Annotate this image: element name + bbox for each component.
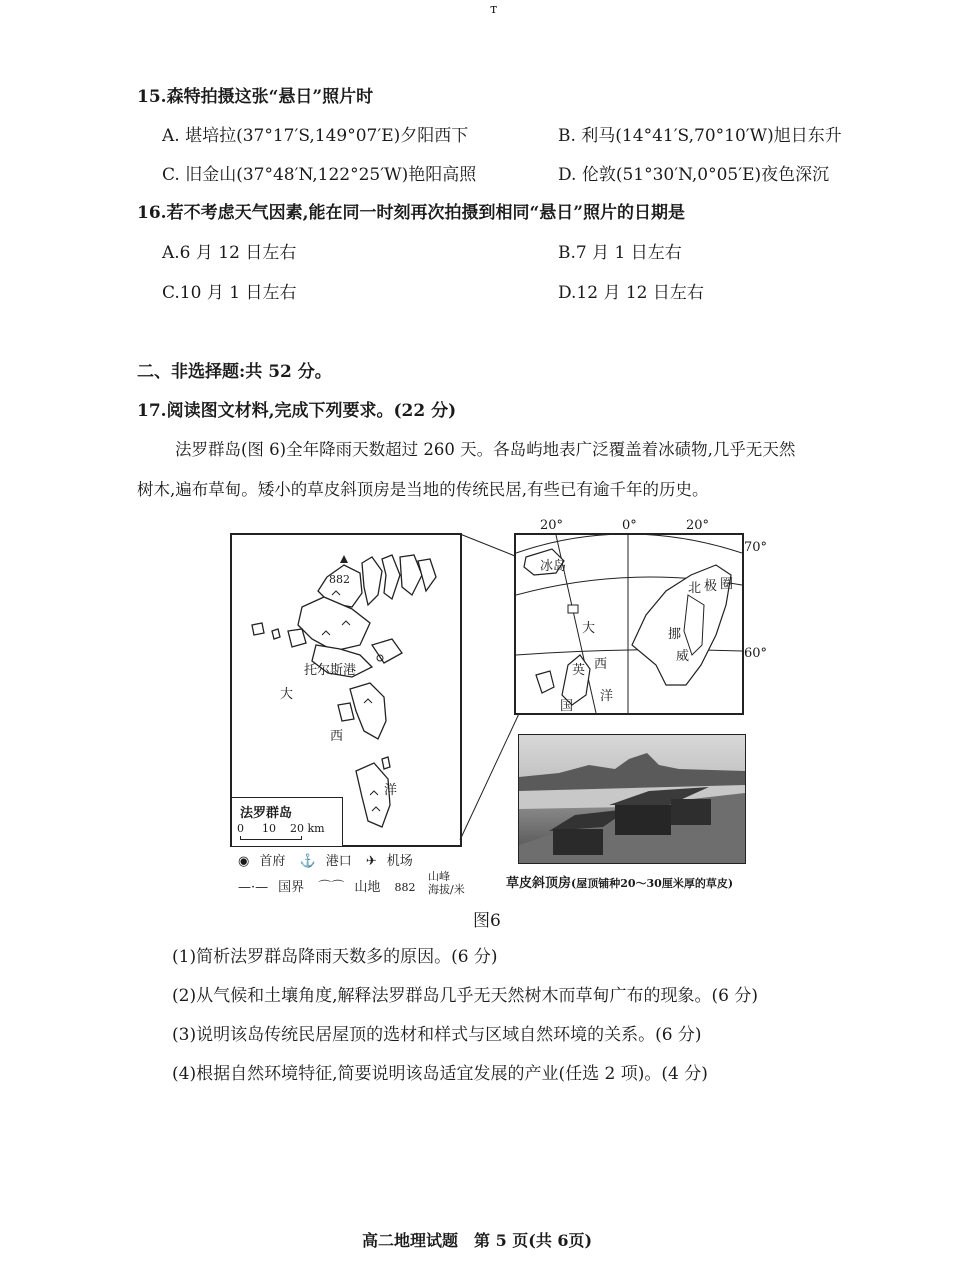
altitude-legend-label: 海拔/米	[428, 883, 465, 896]
arctic-label-3: 圈	[720, 577, 734, 592]
q17-sub-2: (2)从气候和土壤角度,解释法罗群岛几乎无天然树木而草甸广布的现象。(6 分)	[172, 986, 758, 1006]
atlantic-label-2: 西	[594, 657, 608, 672]
q17-paragraph-line-1: 法罗群岛(图 6)全年降雨天数超过 260 天。各岛屿地表广泛覆盖着冰碛物,几乎无天然	[175, 440, 796, 459]
norway-label-2: 威	[676, 649, 690, 664]
ocean-label-2: 西	[330, 729, 344, 744]
legend-row-1	[238, 850, 423, 869]
peak-legend-labels	[428, 870, 465, 896]
iceland-label: 冰岛	[540, 559, 567, 574]
border-legend-label: 国界	[278, 880, 305, 895]
port-legend-icon: ⚓	[299, 854, 316, 869]
arctic-label-1: 北	[688, 581, 702, 596]
lat-60-label: 60°	[744, 646, 768, 661]
peak-marker-icon	[340, 555, 348, 563]
map-title: 法罗群岛	[240, 806, 293, 821]
figure-caption: 图6	[473, 911, 501, 931]
faroe-islands-map	[230, 533, 462, 847]
airport-legend-label: 机场	[386, 854, 413, 869]
scale-bar	[240, 836, 302, 840]
ireland-label: 国	[560, 699, 574, 714]
britain-label: 英	[572, 663, 586, 678]
section-heading: 二、非选择题:共 52 分。	[137, 362, 332, 382]
lat-70-label: 70°	[744, 540, 768, 555]
page-footer: 高二地理试题 第 5 页(共 6页)	[362, 1231, 593, 1250]
scale-20: 20 km	[290, 822, 325, 835]
turf-house-photo-shapes	[519, 735, 745, 863]
atlantic-label-1: 大	[582, 621, 596, 636]
q17-paragraph-line-2: 树木,遍布草甸。矮小的草皮斜顶房是当地的传统民居,有些已有逾千年的历史。	[137, 480, 709, 499]
mountain-legend-icon: ⌒⌒	[318, 880, 345, 895]
ocean-label-1: 大	[280, 687, 294, 702]
lon-0-label: 0°	[622, 518, 637, 533]
q17-sub-3: (3)说明该岛传统民居屋顶的选材和样式与区域自然环境的关系。(6 分)	[172, 1025, 702, 1045]
q16-stem: 16.若不考虑天气因素,能在同一时刻再次拍摄到相同“悬日”照片的日期是	[137, 203, 686, 223]
port-legend-label: 港口	[325, 854, 352, 869]
lon-20e-label: 20°	[686, 518, 710, 533]
airport-legend-icon: ✈	[365, 854, 377, 869]
border-legend-icon: —·—	[238, 880, 269, 895]
peak-height-label: 882	[329, 573, 350, 586]
q16-option-d: D.12 月 12 日左右	[558, 283, 704, 303]
q17-sub-1: (1)简析法罗群岛降雨天数多的原因。(6 分)	[172, 947, 498, 967]
capital-legend-icon: ◉	[238, 854, 250, 869]
map-title-box	[232, 797, 343, 846]
q15-option-d: D. 伦敦(51°30′N,0°05′E)夜色深沉	[558, 165, 830, 185]
q15-stem: 15.森特拍摄这张“悬日”照片时	[137, 87, 374, 107]
lon-20w-label: 20°	[540, 518, 564, 533]
legend-row-2	[238, 876, 425, 895]
scale-10: 10	[262, 822, 276, 835]
turf-house-photo	[518, 734, 746, 864]
mountain-legend-label: 山地	[354, 880, 381, 895]
q16-option-a: A.6 月 12 日左右	[162, 243, 297, 263]
norway-label-1: 挪	[668, 627, 682, 642]
photo-caption-main: 草皮斜顶房	[506, 876, 572, 891]
q15-option-b: B. 利马(14°41′S,70°10′W)旭日东升	[558, 126, 842, 146]
photo-caption-note: (屋顶铺种20～30厘米厚的草皮)	[571, 877, 734, 890]
q16-option-b: B.7 月 1 日左右	[558, 243, 682, 263]
capital-legend-label: 首府	[259, 854, 286, 869]
q17-stem: 17.阅读图文材料,完成下列要求。(22 分)	[137, 401, 457, 421]
top-mark: т	[490, 2, 498, 17]
q15-option-a: A. 堪培拉(37°17′S,149°07′E)夕阳西下	[162, 126, 469, 146]
q15-option-c: C. 旧金山(37°48′N,122°25′W)艳阳高照	[162, 165, 477, 185]
ocean-label-3: 洋	[384, 783, 398, 798]
q16-option-c: C.10 月 1 日左右	[162, 283, 297, 303]
q17-sub-4: (4)根据自然环境特征,简要说明该岛适宜发展的产业(任选 2 项)。(4 分)	[172, 1064, 708, 1084]
peak-legend-value: 882	[394, 881, 416, 894]
torshavn-label: 托尔斯港	[304, 663, 357, 678]
atlantic-label-3: 洋	[600, 689, 614, 704]
scale-0: 0	[237, 822, 244, 835]
inset-europe-map	[514, 533, 744, 715]
peak-legend-label: 山峰	[428, 870, 450, 883]
photo-caption	[506, 872, 733, 891]
arctic-label-2: 极	[704, 579, 718, 594]
